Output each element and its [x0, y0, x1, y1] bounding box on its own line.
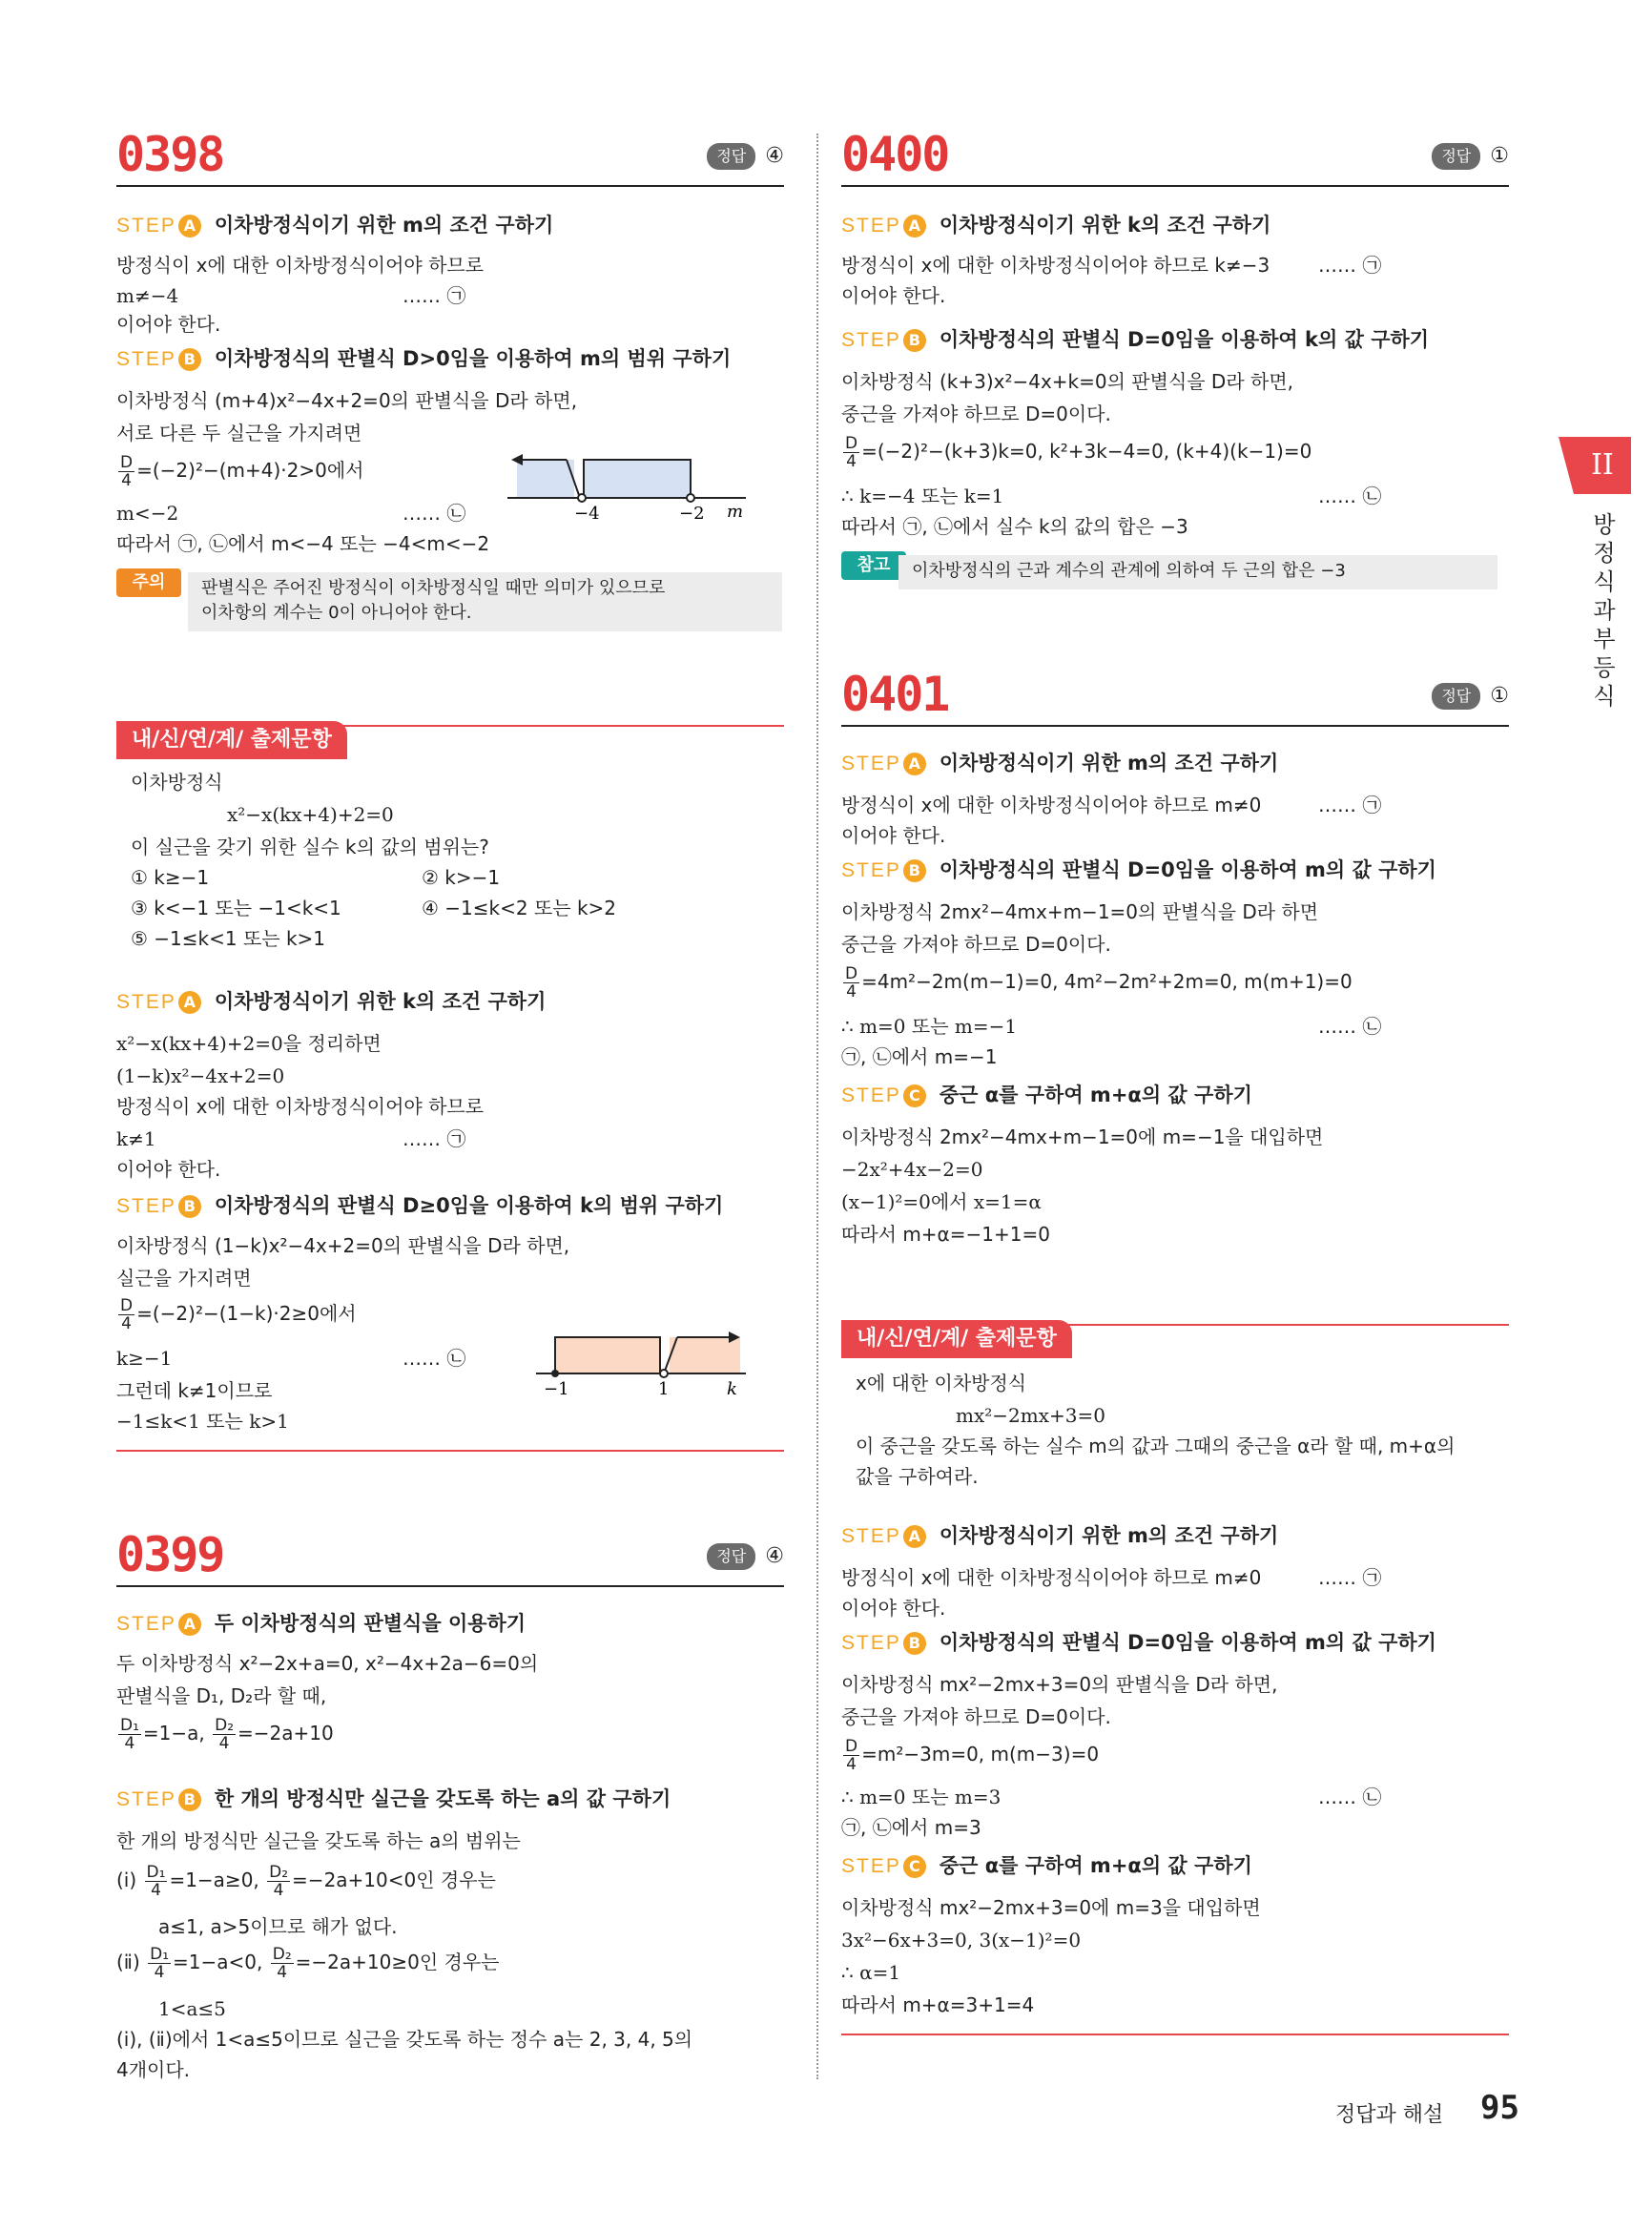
step-a-heading: STEP A 이차방정식이기 위한 m의 조건 구하기	[841, 752, 1279, 774]
text-line: $\frac{D}{4}$ =(−2)²−(1−k)·2≥0에서	[120, 1296, 357, 1333]
text-line: (x−1)²=0에서 x=1=α	[841, 1190, 1042, 1213]
step-a-heading: STEP A 이차방정식이기 위한 m의 조건 구하기	[841, 1524, 1279, 1547]
question-line: 값을 구하여라.	[856, 1465, 979, 1488]
text-line: 이차방정식 (m+4)x²−4x+2=0의 판별식을 D라 하면,	[116, 389, 578, 412]
naesin-tag: 내/신/연/계/ 출제문항	[841, 1320, 1072, 1358]
text-line: $\frac{\text{D₁}}{4}$ =1−a, $\frac{\text{D₂}}{4}$ =−2a+10	[120, 1716, 334, 1753]
text-line: 중근을 가져야 하므로 D=0이다.	[841, 403, 1111, 425]
text-line: 실근을 가지려면	[116, 1267, 252, 1290]
text-line: 이어야 한다.	[841, 284, 946, 307]
text-line: k≥−1	[116, 1347, 173, 1370]
column-divider	[816, 134, 818, 2079]
question-line: x²−x(kx+4)+2=0	[227, 803, 394, 826]
text-line: (ⅱ) $\frac{\text{D₁}}{4}$ =1−a<0, $\frac{\text{D₂}}{4}$ =−2a+10≥0인 경우는	[116, 1945, 500, 1982]
text-line: $\frac{D}{4}$ =m²−3m=0, m(m−3)=0	[845, 1737, 1100, 1774]
number-line-diagram	[536, 1322, 784, 1398]
text-line: 따라서 ㉠, ㉡에서 m<−4 또는 −4<m<−2	[116, 532, 490, 555]
text-line: 이차방정식 2mx²−4mx+m−1=0의 판별식을 D라 하면	[841, 900, 1319, 923]
tick-label: −2	[679, 504, 705, 524]
question-line: mx²−2mx+3=0	[956, 1404, 1105, 1427]
step-c-heading: STEP C 중근 α를 구하여 m+α의 값 구하기	[841, 1084, 1252, 1106]
equation-mark: …… ㉡	[403, 502, 466, 525]
section-rule	[841, 2034, 1509, 2035]
text-line: k≠1	[116, 1127, 156, 1150]
number-line-diagram	[507, 448, 784, 525]
naesin-tag: 내/신/연/계/ 출제문항	[116, 721, 347, 759]
step-a-heading: STEP A 이차방정식이기 위한 k의 조건 구하기	[841, 214, 1271, 237]
problem-header-0399	[116, 1528, 784, 1587]
note-line: 이차항의 계수는 0이 아니어야 한다.	[201, 603, 472, 623]
tick-label: 1	[658, 1379, 670, 1398]
text-line: 이차방정식 (k+3)x²−4x+k=0의 판별식을 D라 하면,	[841, 370, 1294, 393]
text-line: a≤1, a>5이므로 해가 없다.	[158, 1915, 398, 1938]
problem-number: 0398	[116, 127, 224, 182]
equation-mark: …… ㉠	[1318, 1566, 1382, 1589]
problem-number: 0400	[841, 127, 949, 182]
answer-value: ①	[1490, 684, 1509, 708]
text-line: $\frac{D}{4}$ =(−2)²−(k+3)k=0, k²+3k−4=0, (k+4)(k−1)=0	[845, 434, 1312, 471]
text-line: (ⅰ), (ⅱ)에서 1<a≤5이므로 실근을 갖도록 하는 정수 a는 2, 3, 4, 5의	[116, 2028, 693, 2051]
text-line: 1<a≤5	[158, 1997, 226, 2020]
step-a-heading: STEP A 이차방정식이기 위한 k의 조건 구하기	[116, 990, 547, 1013]
step-c-heading: STEP C 중근 α를 구하여 m+α의 값 구하기	[841, 1854, 1252, 1877]
equation-mark: …… ㉡	[403, 1347, 466, 1370]
text-line: m<−2	[116, 502, 179, 525]
chapter-title: 방정식과 부등식	[1593, 511, 1616, 710]
axis-variable: k	[727, 1379, 737, 1398]
text-line: −1≤k<1 또는 k>1	[116, 1410, 289, 1433]
text-line: 이차방정식 2mx²−4mx+m−1=0에 m=−1을 대입하면	[841, 1125, 1324, 1148]
problem-number: 0401	[841, 667, 949, 722]
choice-2: ② k>−1	[422, 866, 501, 889]
text-line: 이차방정식 (1−k)x²−4x+2=0의 판별식을 D라 하면,	[116, 1234, 570, 1257]
caution-box	[188, 572, 782, 631]
text-line: 이어야 한다.	[841, 1597, 946, 1620]
text-line: 이어야 한다.	[116, 313, 221, 336]
text-line: x²−x(kx+4)+2=0을 정리하면	[116, 1032, 382, 1055]
text-line: $\frac{D}{4}$ =(−2)²−(m+4)·2>0에서	[120, 453, 364, 490]
reference-box	[898, 555, 1497, 589]
text-line: 3x²−6x+3=0, 3(x−1)²=0	[841, 1929, 1082, 1951]
text-line: 중근을 가져야 하므로 D=0이다.	[841, 1705, 1111, 1728]
section-rule	[116, 1450, 784, 1452]
step-a-heading: STEP A 두 이차방정식의 판별식을 이용하기	[116, 1612, 527, 1635]
equation-mark: …… ㉠	[1318, 254, 1382, 277]
choice-5: ⑤ −1≤k<1 또는 k>1	[131, 927, 326, 950]
equation-mark: …… ㉡	[1318, 1015, 1382, 1038]
step-b-heading: STEP B 이차방정식의 판별식 D>0임을 이용하여 m의 범위 구하기	[116, 347, 732, 370]
reference-tag: 참고	[841, 551, 906, 580]
answer-tag: 정답	[1432, 683, 1480, 710]
question-line: x에 대한 이차방정식	[856, 1372, 1027, 1394]
answer-tag: 정답	[1432, 143, 1480, 170]
answer-value: ①	[1490, 144, 1509, 168]
text-line: 이차방정식 mx²−2mx+3=0의 판별식을 D라 하면,	[841, 1673, 1278, 1696]
text-line: 한 개의 방정식만 실근을 갖도록 하는 a의 범위는	[116, 1829, 521, 1852]
answer-label	[707, 143, 784, 170]
answer-tag: 정답	[707, 143, 755, 170]
text-line: 서로 다른 두 실근을 가지려면	[116, 422, 362, 444]
text-line: $\frac{D}{4}$ =4m²−2m(m−1)=0, 4m²−2m²+2m=0, m(m+1)=0	[845, 964, 1353, 1001]
equation-mark: …… ㉠	[403, 1127, 466, 1150]
chapter-tab: II	[1574, 437, 1631, 494]
text-line: ∴ m=0 또는 m=−1	[841, 1015, 1018, 1038]
text-line: 판별식을 D₁, D₂라 할 때,	[116, 1684, 327, 1707]
text-line: 따라서 m+α=3+1=4	[841, 1993, 1035, 2016]
step-b-heading: STEP B 이차방정식의 판별식 D=0임을 이용하여 k의 값 구하기	[841, 328, 1430, 351]
equation-mark: …… ㉠	[403, 284, 466, 307]
text-line: ∴ k=−4 또는 k=1	[841, 485, 1004, 507]
text-line: 두 이차방정식 x²−2x+a=0, x²−4x+2a−6=0의	[116, 1652, 539, 1675]
equation-mark: …… ㉠	[1318, 794, 1382, 816]
step-b-heading: STEP B 이차방정식의 판별식 D=0임을 이용하여 m의 값 구하기	[841, 1631, 1436, 1654]
equation-mark: …… ㉡	[1318, 1786, 1382, 1808]
note-line: 이차방정식의 근과 계수의 관계에 의하여 두 근의 합은 −3	[912, 561, 1346, 581]
answer-label	[1432, 143, 1509, 170]
text-line: −2x²+4x−2=0	[841, 1158, 983, 1181]
axis-variable: m	[727, 502, 744, 522]
text-line: 이차방정식 mx²−2mx+3=0에 m=3을 대입하면	[841, 1896, 1261, 1919]
text-line: ∴ m=0 또는 m=3	[841, 1786, 1002, 1808]
text-line: 따라서 m+α=−1+1=0	[841, 1223, 1050, 1246]
text-line: 중근을 가져야 하므로 D=0이다.	[841, 933, 1111, 956]
tick-label: −4	[574, 504, 600, 524]
answer-label	[1432, 683, 1509, 710]
answer-tag: 정답	[707, 1543, 755, 1570]
text-line: ㉠, ㉡에서 m=−1	[841, 1045, 998, 1068]
problem-header-0401	[841, 668, 1509, 727]
problem-header-0400	[841, 128, 1509, 187]
choice-3: ③ k<−1 또는 −1<k<1	[131, 897, 341, 919]
text-line: 이어야 한다.	[841, 824, 946, 847]
text-line: 방정식이 x에 대한 이차방정식이어야 하므로 k≠−3	[841, 254, 1270, 277]
text-line: 방정식이 x에 대한 이차방정식이어야 하므로	[116, 254, 485, 277]
equation-mark: …… ㉡	[1318, 485, 1382, 507]
choice-4: ④ −1≤k<2 또는 k>2	[422, 897, 617, 919]
question-line: 이 실근을 갖기 위한 실수 k의 값의 범위는?	[131, 836, 489, 858]
step-b-heading: STEP B 한 개의 방정식만 실근을 갖도록 하는 a의 값 구하기	[116, 1787, 671, 1810]
text-line: m≠−4	[116, 284, 179, 307]
text-line: 방정식이 x에 대한 이차방정식이어야 하므로 m≠0	[841, 1566, 1262, 1589]
step-b-heading: STEP B 이차방정식의 판별식 D=0임을 이용하여 m의 값 구하기	[841, 858, 1436, 881]
text-line: 그런데 k≠1이므로	[116, 1379, 273, 1402]
choice-1: ① k≥−1	[131, 866, 210, 889]
text-line: ∴ α=1	[841, 1961, 901, 1984]
text-line: 이어야 한다.	[116, 1158, 221, 1181]
text-line: 방정식이 x에 대한 이차방정식이어야 하므로	[116, 1095, 485, 1118]
note-line: 판별식은 주어진 방정식이 이차방정식일 때만 의미가 있으므로	[201, 578, 666, 598]
text-line: 방정식이 x에 대한 이차방정식이어야 하므로 m≠0	[841, 794, 1262, 816]
problem-header-0398	[116, 128, 784, 187]
caution-tag: 주의	[116, 568, 181, 597]
text-line: 4개이다.	[116, 2058, 191, 2081]
question-line: 이 중근을 갖도록 하는 실수 m의 값과 그때의 중근을 α라 할 때, m+α의	[856, 1435, 1456, 1457]
problem-number: 0399	[116, 1527, 224, 1582]
question-line: 이차방정식	[131, 771, 223, 794]
page-number: 95	[1480, 2089, 1519, 2127]
answer-value: ④	[765, 1544, 784, 1568]
answer-label	[707, 1543, 784, 1570]
text-line: (ⅰ) $\frac{\text{D₁}}{4}$ =1−a≥0, $\frac{\text{D₂}}{4}$ =−2a+10<0인 경우는	[116, 1863, 496, 1900]
text-line: (1−k)x²−4x+2=0	[116, 1064, 285, 1087]
step-b-heading: STEP B 이차방정식의 판별식 D≥0임을 이용하여 k의 범위 구하기	[116, 1194, 724, 1217]
text-line: 따라서 ㉠, ㉡에서 실수 k의 값의 합은 −3	[841, 515, 1188, 538]
text-line: ㉠, ㉡에서 m=3	[841, 1816, 981, 1839]
answer-value: ④	[765, 144, 784, 168]
footer-label: 정답과 해설	[1335, 2103, 1444, 2127]
tick-label: −1	[544, 1379, 569, 1398]
step-a-heading: STEP A 이차방정식이기 위한 m의 조건 구하기	[116, 214, 554, 237]
